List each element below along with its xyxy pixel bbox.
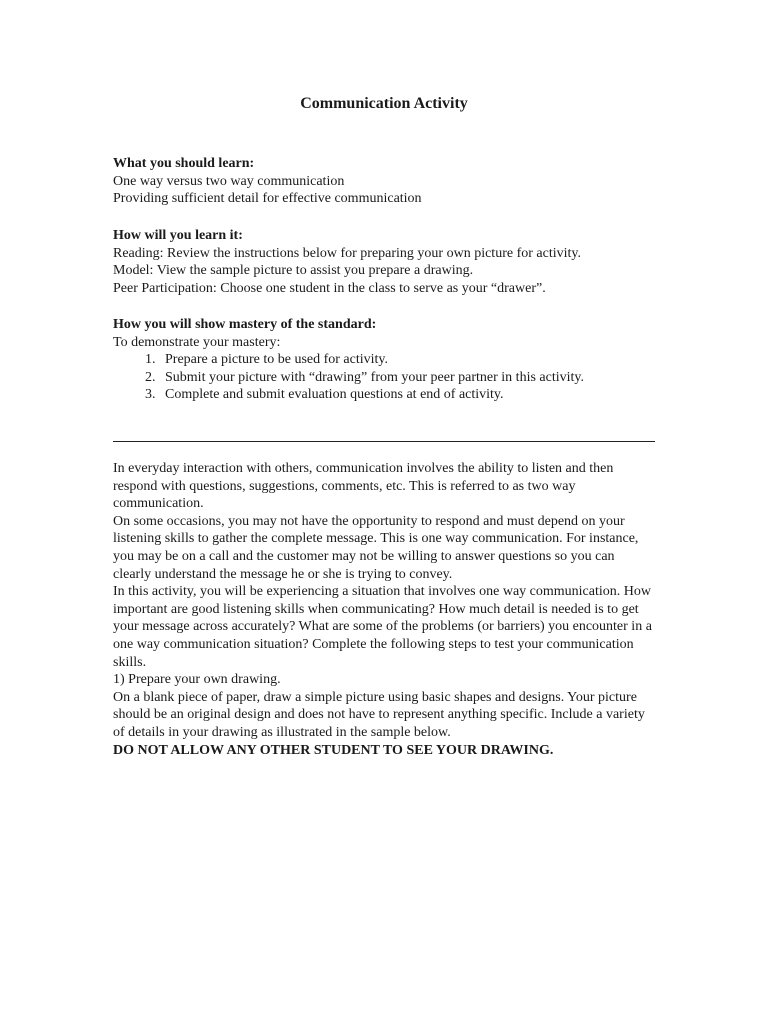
paragraph: On some occasions, you may not have the opportunity to respond and must depend on your listening skills to gather the complete message. This is one way communication. For instance, you may be on a call and the customer may not be willing to answer questions so you can clearly understand the message he or she is trying to convey.: [113, 513, 639, 582]
section-mastery: [113, 316, 673, 404]
section-what-to-learn: [113, 155, 673, 208]
mastery-item: 3. Complete and submit evaluation questions at end of activity.: [159, 386, 673, 404]
document-title: Communication Activity: [300, 95, 468, 112]
section-heading: How you will show mastery of the standard:: [113, 317, 377, 332]
mastery-intro: To demonstrate your mastery:: [113, 334, 281, 350]
mastery-list: [113, 351, 673, 404]
section-heading: What you should learn:: [113, 156, 255, 171]
step-instructions: On a blank piece of paper, draw a simple picture using basic shapes and designs. Your picture should be an original design and does not have to represent anything specific. Include a variety of details in your drawing as illustrated in the sample below.: [113, 689, 645, 740]
mastery-item: 1. Prepare a picture to be used for activity.: [159, 351, 673, 369]
body-text: [113, 460, 653, 759]
section-how-to-learn: [113, 227, 673, 297]
mastery-item: 2. Submit your picture with “drawing” from your peer partner in this activity.: [159, 369, 673, 387]
horizontal-divider: [113, 441, 655, 442]
paragraph: In everyday interaction with others, communication involves the ability to listen and then respond with questions, suggestions, comments, etc. This is referred to as two way communication.: [113, 461, 614, 512]
step-heading: 1) Prepare your own drawing.: [113, 672, 281, 688]
learning-method: Peer Participation: Choose one student in the class to serve as your “drawer”.: [113, 280, 546, 296]
learning-goal: One way versus two way communication: [113, 173, 345, 189]
paragraph: In this activity, you will be experiencing a situation that involves one way communication. How important are good listening skills when communicating? How much detail is needed is to get your message across accurately? What are some of the problems (or barriers) you encounter in a one way communication situation? Complete the following steps to test your communication skills.: [113, 584, 652, 670]
learning-method: Reading: Review the instructions below for preparing your own picture for activity.: [113, 245, 581, 261]
learning-method: Model: View the sample picture to assist you prepare a drawing.: [113, 263, 474, 279]
warning-text: DO NOT ALLOW ANY OTHER STUDENT TO SEE YOUR DRAWING.: [113, 742, 554, 758]
learning-goal: Providing sufficient detail for effective communication: [113, 191, 422, 207]
section-heading: How will you learn it:: [113, 228, 243, 243]
